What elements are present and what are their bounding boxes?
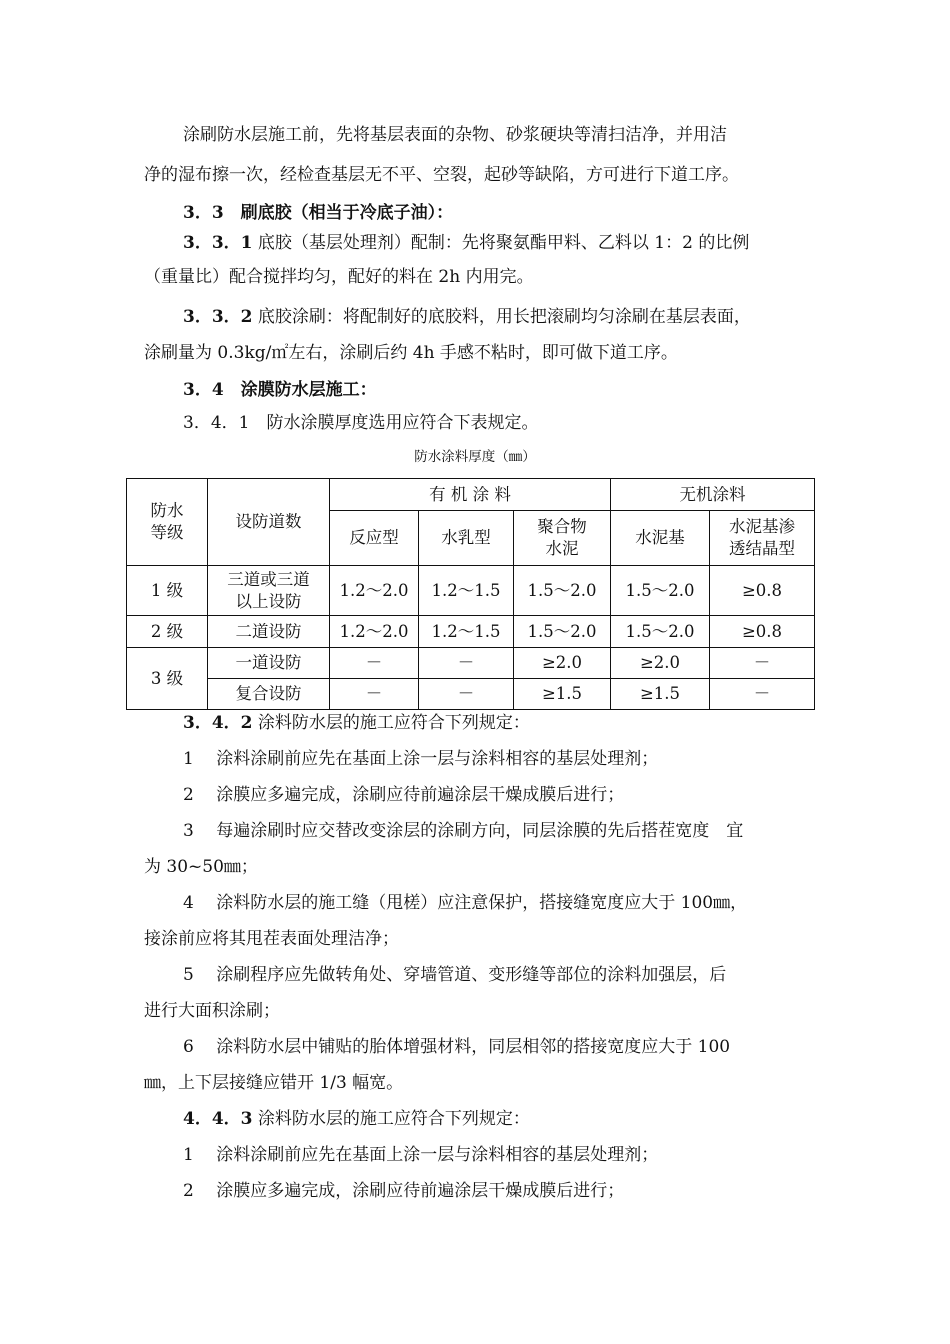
clause-3-3-1	[183, 231, 749, 255]
cell-reactive: －	[330, 648, 419, 679]
cell-polymer: ≥1.5	[514, 679, 611, 710]
paragraph-line: （重量比）配合搅拌均匀，配好的料在 2h 内用完。	[144, 267, 534, 287]
clause-3-4-2	[183, 711, 530, 735]
list-item: 1 涂料涂刷前应先在基面上涂一层与涂料相容的基层处理剂；	[183, 749, 659, 769]
header-reactive: 反应型	[330, 511, 419, 566]
paragraph-line: 进行大面积涂刷；	[144, 1001, 280, 1021]
paragraph-line: 涂刷量为 0.3kg/㎡左右，涂刷后约 4h 手感不粘时，即可做下道工序。	[144, 343, 678, 363]
list-item: 2 涂膜应多遍完成，涂刷应待前遍涂层干燥成膜后进行；	[183, 785, 625, 805]
paragraph-line: 接涂前应将其甩茬表面处理洁净；	[144, 929, 399, 949]
paragraph-line: ㎜，上下层接缝应错开 1/3 幅宽。	[144, 1073, 404, 1093]
list-item: 2 涂膜应多遍完成，涂刷应待前遍涂层干燥成膜后进行；	[183, 1181, 625, 1201]
list-item: 6 涂料防水层中铺贴的胎体增强材料，同层相邻的搭接宽度应大于 100	[183, 1037, 731, 1057]
table-row	[127, 566, 815, 616]
clause-number: 3．3．1	[183, 233, 253, 253]
cell-emulsion: －	[419, 679, 514, 710]
cell-cement: ≥2.0	[611, 648, 710, 679]
header-inorganic: 无机涂料	[611, 479, 815, 511]
cell-lines: 一道设防	[208, 648, 330, 679]
cell-reactive: －	[330, 679, 419, 710]
cell-crystal: －	[710, 679, 815, 710]
cell-cement: 1.5～2.0	[611, 616, 710, 648]
cell-crystal: ≥0.8	[710, 616, 815, 648]
paragraph-line: 涂刷防水层施工前，先将基层表面的杂物、砂浆硬块等清扫洁净，并用洁	[183, 125, 727, 145]
cell-reactive: 1.2～2.0	[330, 616, 419, 648]
clause-3-4-1	[183, 411, 538, 435]
list-item: 4 涂料防水层的施工缝（甩槎）应注意保护，搭接缝宽度应大于 100㎜，	[183, 893, 748, 913]
list-item: 3 每遍涂刷时应交替改变涂层的涂刷方向，同层涂膜的先后搭茬宽度 宜	[183, 821, 744, 841]
table-header-row	[127, 479, 815, 511]
header-polymer: 聚合物 水泥	[514, 511, 611, 566]
cell-crystal: ≥0.8	[710, 566, 815, 616]
heading-text: 刷底胶（相当于冷底子油）：	[240, 203, 454, 223]
clause-4-4-3	[183, 1107, 530, 1131]
cell-cement: ≥1.5	[611, 679, 710, 710]
header-lines: 设防道数	[208, 479, 330, 566]
paragraph-line: 为 30~50㎜；	[144, 857, 258, 877]
section-heading-3-3	[183, 201, 453, 225]
header-crystal: 水泥基渗 透结晶型	[710, 511, 815, 566]
list-item: 5 涂刷程序应先做转角处、穿墙管道、变形缝等部位的涂料加强层，后	[183, 965, 727, 985]
header-organic: 有 机 涂 料	[330, 479, 611, 511]
cell-grade: 3 级	[127, 648, 208, 710]
heading-number: 3．4	[183, 380, 224, 400]
cell-cement: 1.5～2.0	[611, 566, 710, 616]
clause-text: 底胶（基层处理剂）配制：先将聚氨酯甲料、乙料以 1：2 的比例	[257, 233, 750, 253]
paragraph-line: 净的湿布擦一次，经检查基层无不平、空裂，起砂等缺陷，方可进行下道工序。	[144, 165, 739, 185]
cell-polymer: ≥2.0	[514, 648, 611, 679]
cell-grade: 2 级	[127, 616, 208, 648]
clause-number: 3．3．2	[183, 307, 253, 327]
thickness-table	[126, 478, 815, 710]
table-row	[127, 648, 815, 679]
cell-polymer: 1.5～2.0	[514, 616, 611, 648]
header-grade: 防水 等级	[127, 479, 208, 566]
cell-lines: 三道或三道 以上设防	[208, 566, 330, 616]
header-emulsion: 水乳型	[419, 511, 514, 566]
clause-3-3-2	[183, 305, 751, 329]
list-item: 1 涂料涂刷前应先在基面上涂一层与涂料相容的基层处理剂；	[183, 1145, 659, 1165]
clause-number: 4．4．3	[183, 1109, 253, 1129]
cell-crystal: －	[710, 648, 815, 679]
cell-emulsion: 1.2～1.5	[419, 566, 514, 616]
cell-grade: 1 级	[127, 566, 208, 616]
table-row	[127, 679, 815, 710]
heading-number: 3．3	[183, 203, 224, 223]
cell-reactive: 1.2～2.0	[330, 566, 419, 616]
cell-lines: 复合设防	[208, 679, 330, 710]
header-cement: 水泥基	[611, 511, 710, 566]
table-row	[127, 616, 815, 648]
clause-text: 底胶涂刷：将配制好的底胶料，用长把滚刷均匀涂刷在基层表面，	[257, 307, 751, 327]
cell-polymer: 1.5～2.0	[514, 566, 611, 616]
heading-text: 涂膜防水层施工：	[240, 380, 377, 400]
clause-number: 3．4．1	[183, 413, 250, 433]
clause-text: 防水涂膜厚度选用应符合下表规定。	[266, 413, 539, 433]
cell-lines: 二道设防	[208, 616, 330, 648]
clause-number: 3．4．2	[183, 713, 253, 733]
table-caption: 防水涂料厚度（㎜）	[414, 449, 536, 465]
section-heading-3-4	[183, 378, 377, 402]
cell-emulsion: 1.2～1.5	[419, 616, 514, 648]
cell-emulsion: －	[419, 648, 514, 679]
clause-text: 涂料防水层的施工应符合下列规定：	[257, 1109, 530, 1129]
clause-text: 涂料防水层的施工应符合下列规定：	[257, 713, 530, 733]
